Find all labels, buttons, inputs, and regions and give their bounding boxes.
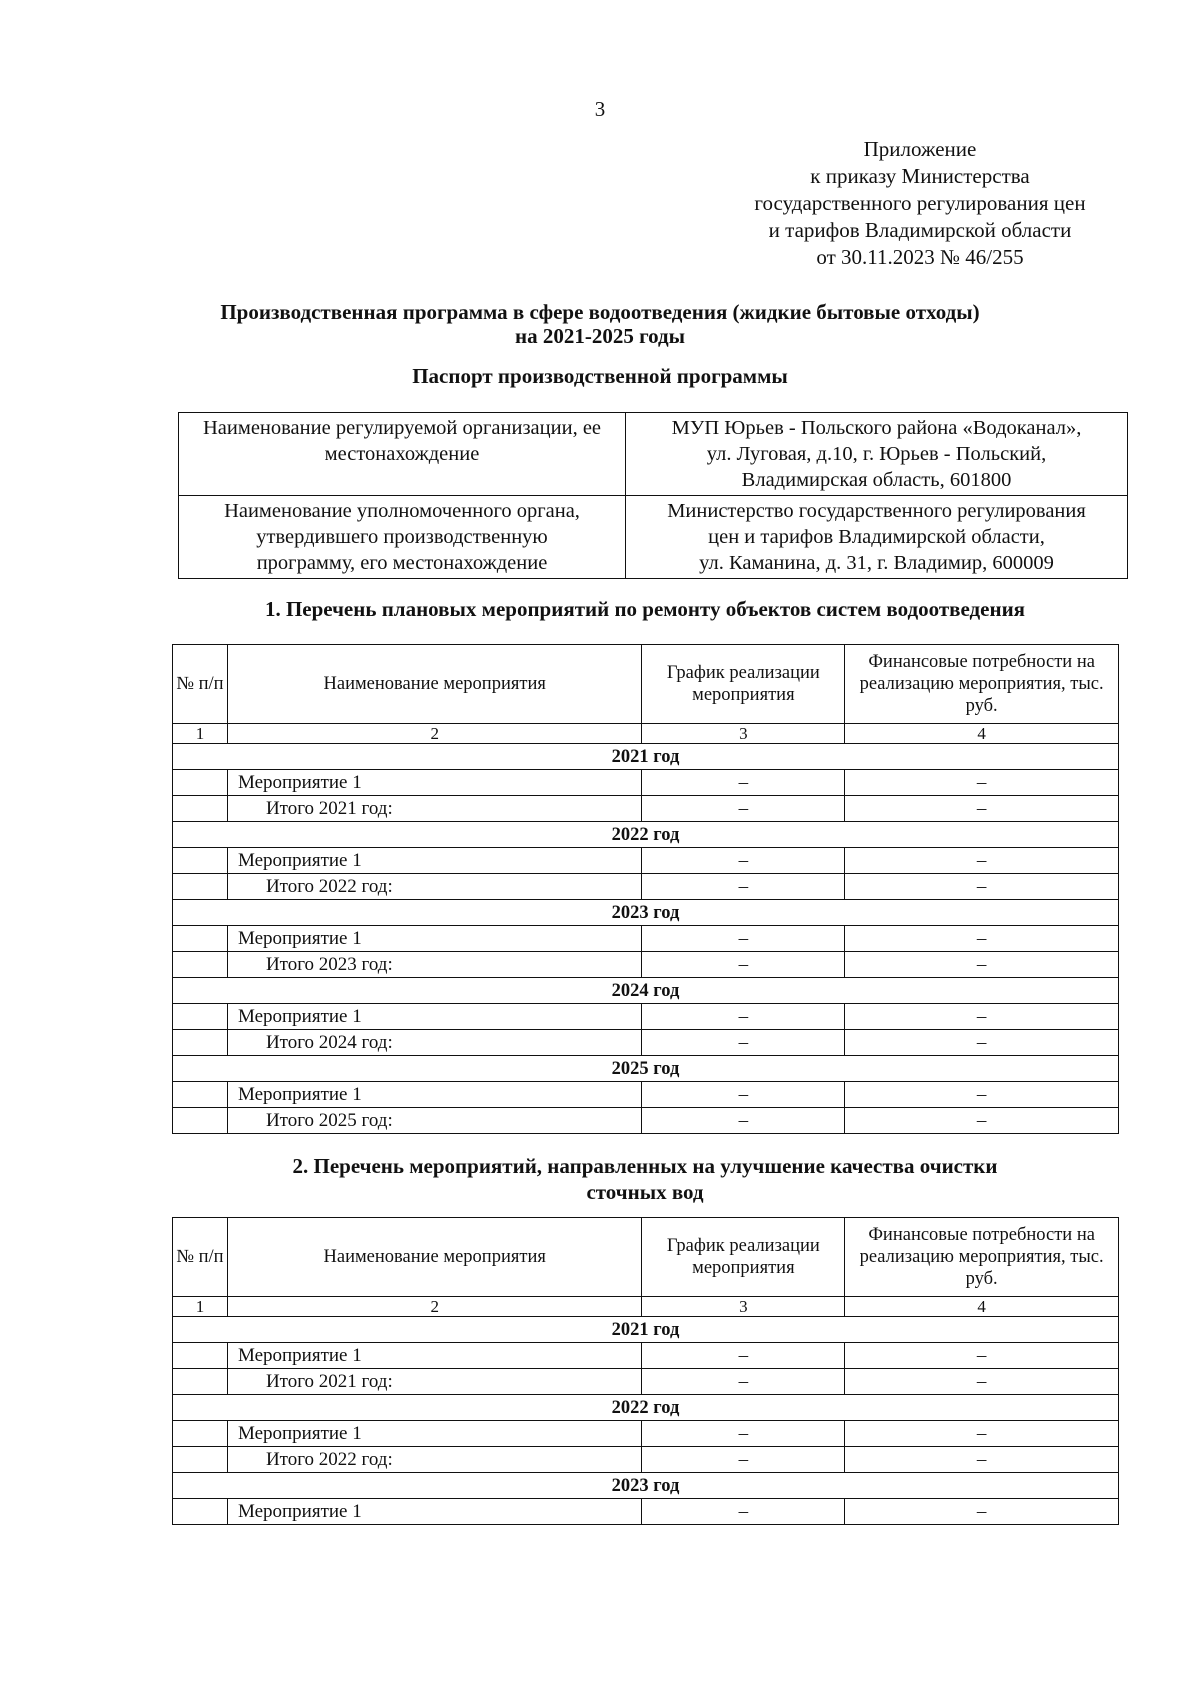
event-row [173, 848, 1119, 874]
year-row [173, 1317, 1119, 1343]
annex-line: Приложение [863, 137, 977, 161]
col-schedule-header: График реализации мероприятия [642, 645, 845, 724]
event-name: Мероприятие 1 [227, 1499, 642, 1525]
year-row [173, 900, 1119, 926]
year-row [173, 1056, 1119, 1082]
schedule-cell: – [642, 1004, 845, 1030]
schedule-cell: – [642, 1343, 845, 1369]
year-label: 2021 год [173, 744, 1119, 770]
event-name: Мероприятие 1 [227, 926, 642, 952]
schedule-cell: – [642, 1082, 845, 1108]
annex-line: государственного регулирования цен [754, 191, 1086, 215]
year-label: 2021 год [173, 1317, 1119, 1343]
total-label: Итого 2021 год: [227, 1369, 642, 1395]
finance-cell: – [845, 1030, 1119, 1056]
num-cell [173, 1499, 228, 1525]
num-cell [173, 1369, 228, 1395]
finance-cell: – [845, 1108, 1119, 1134]
section2-title [170, 1153, 1120, 1205]
year-label: 2022 год [173, 822, 1119, 848]
schedule-cell: – [642, 848, 845, 874]
event-name: Мероприятие 1 [227, 1082, 642, 1108]
event-name: Мероприятие 1 [227, 1004, 642, 1030]
num-cell [173, 1030, 228, 1056]
page-number: 3 [594, 97, 606, 121]
col-number: 1 [173, 1297, 228, 1317]
annex-line: и тарифов Владимирской области [768, 218, 1072, 242]
num-cell [173, 1082, 228, 1108]
passport-label: Наименование регулируемой организации, ее местонахождение [179, 413, 626, 496]
num-cell [173, 952, 228, 978]
finance-cell: – [845, 1499, 1119, 1525]
col-name-header: Наименование мероприятия [227, 1218, 642, 1297]
year-label: 2022 год [173, 1395, 1119, 1421]
year-label: 2025 год [173, 1056, 1119, 1082]
total-row [173, 952, 1119, 978]
schedule-cell: – [642, 952, 845, 978]
total-row [173, 796, 1119, 822]
col-num-header: № п/п [173, 1218, 228, 1297]
section1-title: 1. Перечень плановых мероприятий по ремонту объектов систем водоотведения [264, 597, 1026, 621]
column-numbers-row [173, 1297, 1119, 1317]
col-number: 4 [845, 1297, 1119, 1317]
finance-cell: – [845, 770, 1119, 796]
total-label: Итого 2023 год: [227, 952, 642, 978]
passport-value [626, 413, 1128, 496]
event-row [173, 1499, 1119, 1525]
passport-row [179, 496, 1128, 579]
finance-cell: – [845, 1082, 1119, 1108]
text-line: МУП Юрьев - Польского района «Водоканал», [671, 417, 1082, 439]
text-line: ул. Луговая, д.10, г. Юрьев - Польский, [706, 443, 1047, 465]
total-label: Итого 2025 год: [227, 1108, 642, 1134]
num-cell [173, 848, 228, 874]
num-cell [173, 926, 228, 952]
finance-cell: – [845, 1004, 1119, 1030]
schedule-cell: – [642, 770, 845, 796]
finance-cell: – [845, 952, 1119, 978]
schedule-cell: – [642, 1447, 845, 1473]
finance-cell: – [845, 926, 1119, 952]
schedule-cell: – [642, 1030, 845, 1056]
total-row [173, 874, 1119, 900]
schedule-cell: – [642, 1369, 845, 1395]
event-row [173, 1082, 1119, 1108]
total-label: Итого 2021 год: [227, 796, 642, 822]
schedule-cell: – [642, 1421, 845, 1447]
event-row [173, 1421, 1119, 1447]
num-cell [173, 1108, 228, 1134]
passport-label [179, 496, 626, 579]
year-label: 2023 год [173, 900, 1119, 926]
total-row [173, 1108, 1119, 1134]
total-row [173, 1447, 1119, 1473]
text-line: Наименование уполномоченного органа, [224, 500, 580, 522]
num-cell [173, 1343, 228, 1369]
finance-cell: – [845, 1343, 1119, 1369]
col-name-header: Наименование мероприятия [227, 645, 642, 724]
num-cell [173, 874, 228, 900]
total-row [173, 1030, 1119, 1056]
schedule-cell: – [642, 1108, 845, 1134]
column-numbers-row [173, 724, 1119, 744]
header-row [173, 1218, 1119, 1297]
annex-block [720, 136, 1120, 271]
num-cell [173, 1421, 228, 1447]
section1-table [172, 644, 1119, 1134]
schedule-cell: – [642, 874, 845, 900]
annex-line: к приказу Министерства [810, 164, 1030, 188]
event-name: Мероприятие 1 [227, 1421, 642, 1447]
col-number: 1 [173, 724, 228, 744]
year-row [173, 1395, 1119, 1421]
col-finance-header: Финансовые потребности на реализацию мероприятия, тыс. руб. [845, 1218, 1119, 1297]
schedule-cell: – [642, 796, 845, 822]
total-row [173, 1369, 1119, 1395]
passport-value [626, 496, 1128, 579]
num-cell [173, 1004, 228, 1030]
year-row [173, 978, 1119, 1004]
schedule-cell: – [642, 926, 845, 952]
passport-row [179, 413, 1128, 496]
event-row [173, 1004, 1119, 1030]
year-label: 2023 год [173, 1473, 1119, 1499]
col-number: 3 [642, 1297, 845, 1317]
title-line: на 2021-2025 годы [514, 324, 686, 348]
header-row [173, 645, 1119, 724]
finance-cell: – [845, 848, 1119, 874]
section2-table [172, 1217, 1119, 1525]
total-label: Итого 2022 год: [227, 874, 642, 900]
title-line: сточных вод [586, 1180, 704, 1204]
num-cell [173, 770, 228, 796]
event-name: Мероприятие 1 [227, 1343, 642, 1369]
annex-line: от 30.11.2023 № 46/255 [816, 245, 1024, 269]
event-row [173, 1343, 1119, 1369]
year-row [173, 822, 1119, 848]
year-label: 2024 год [173, 978, 1119, 1004]
col-number: 2 [227, 724, 642, 744]
col-schedule-header: График реализации мероприятия [642, 1218, 845, 1297]
finance-cell: – [845, 1421, 1119, 1447]
finance-cell: – [845, 796, 1119, 822]
col-number: 3 [642, 724, 845, 744]
finance-cell: – [845, 1447, 1119, 1473]
title-line: Производственная программа в сфере водоотведения (жидкие бытовые отходы) [220, 300, 980, 324]
total-label: Итого 2022 год: [227, 1447, 642, 1473]
finance-cell: – [845, 874, 1119, 900]
text-line: ул. Каманина, д. 31, г. Владимир, 600009 [699, 552, 1054, 574]
text-line: утвердившего производственную [256, 526, 548, 548]
col-number: 4 [845, 724, 1119, 744]
event-name: Мероприятие 1 [227, 848, 642, 874]
event-row [173, 926, 1119, 952]
text-line: цен и тарифов Владимирской области, [708, 526, 1045, 548]
passport-title: Паспорт производственной программы [412, 364, 788, 388]
num-cell [173, 1447, 228, 1473]
schedule-cell: – [642, 1499, 845, 1525]
year-row [173, 1473, 1119, 1499]
col-number: 2 [227, 1297, 642, 1317]
title-line: 2. Перечень мероприятий, направленных на улучшение качества очистки [292, 1154, 998, 1178]
event-row [173, 770, 1119, 796]
year-row [173, 744, 1119, 770]
text-line: программу, его местонахождение [256, 552, 548, 574]
num-cell [173, 796, 228, 822]
event-name: Мероприятие 1 [227, 770, 642, 796]
finance-cell: – [845, 1369, 1119, 1395]
text-line: Владимирская область, 601800 [741, 469, 1012, 491]
col-num-header: № п/п [173, 645, 228, 724]
col-finance-header: Финансовые потребности на реализацию мероприятия, тыс. руб. [845, 645, 1119, 724]
text-line: Министерство государственного регулирования [667, 500, 1086, 522]
document-title [150, 300, 1050, 348]
passport-table [178, 412, 1128, 579]
total-label: Итого 2024 год: [227, 1030, 642, 1056]
